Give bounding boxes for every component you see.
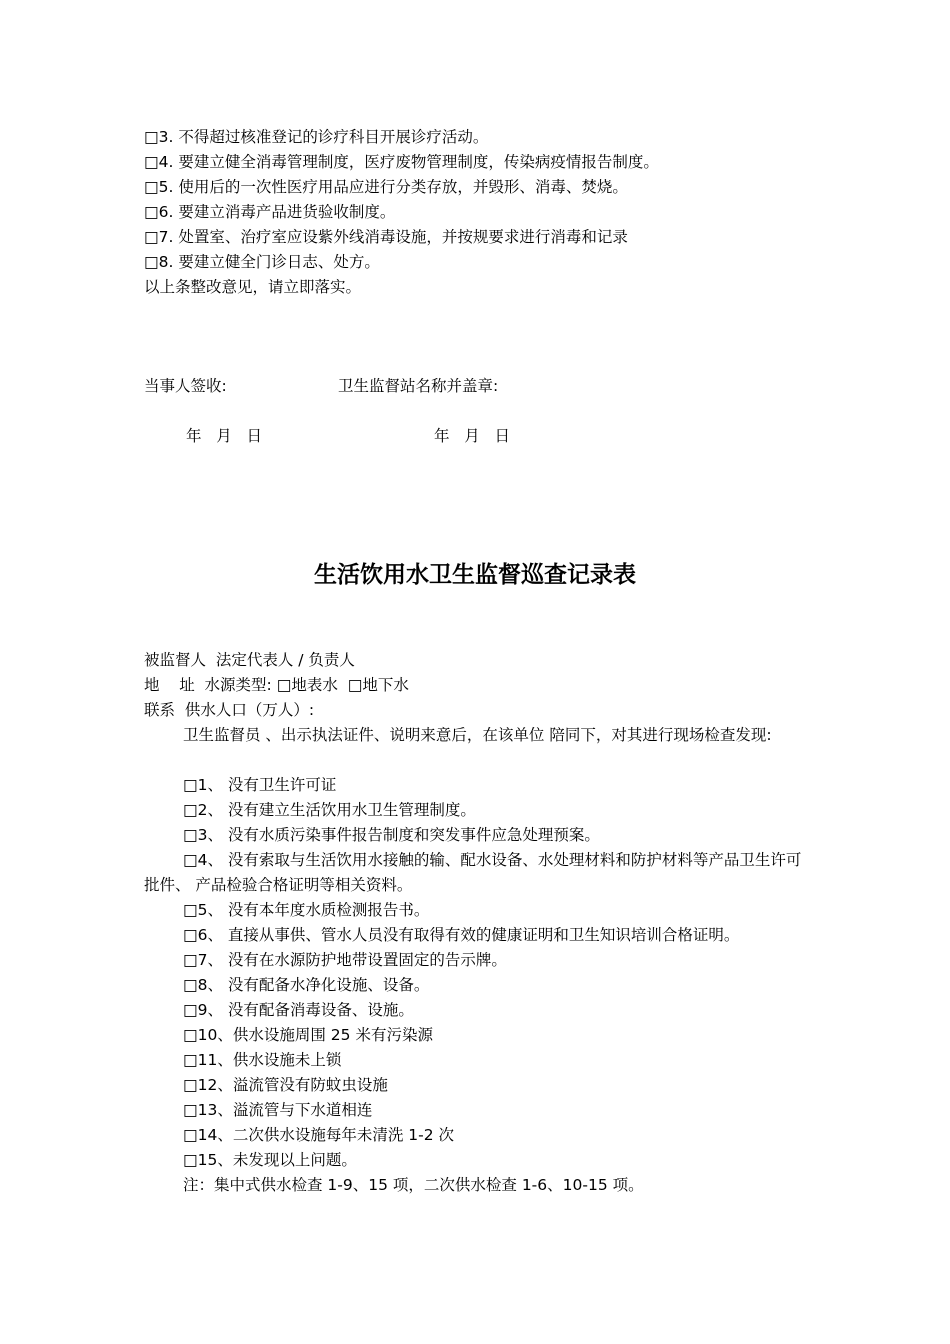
top-item-3: □3. 不得超过核准登记的诊疗科目开展诊疗活动。 (144, 128, 489, 146)
check-item-4: □4、 没有索取与生活饮用水接触的输、配水设备、水处理材料和防护材料等产品卫生许可批件、 产品检验合格证明等相关资料。 (144, 851, 802, 894)
check-item-2: □2、 没有建立生活饮用水卫生管理制度。 (183, 801, 476, 819)
check-item-15: □15、未发现以上问题。 (183, 1151, 357, 1169)
top-item-5: □5. 使用后的一次性医疗用品应进行分类存放，并毁形、消毒、焚烧。 (144, 178, 628, 196)
rectify-instruction: 以上条整改意见，请立即落实。 (144, 278, 362, 296)
top-item-4: □4. 要建立健全消毒管理制度，医疗废物管理制度，传染病疫情报告制度。 (144, 153, 659, 171)
check-item-5: □5、 没有本年度水质检测报告书。 (183, 901, 430, 919)
check-item-13: □13、溢流管与下水道相连 (183, 1101, 373, 1119)
top-item-7: □7. 处置室、治疗室应设紫外线消毒设施，并按规要求进行消毒和记录 (144, 228, 628, 246)
station-date: 年 月 日 (434, 427, 511, 445)
party-date: 年 月 日 (186, 427, 263, 445)
check-item-10: □10、供水设施周围 25 米有污染源 (183, 1026, 433, 1044)
check-item-1: □1、 没有卫生许可证 (183, 776, 337, 794)
contact-population-row: 联系 供水人口（万人）: (144, 701, 315, 719)
check-item-3: □3、 没有水质污染事件报告制度和突发事件应急处理预案。 (183, 826, 600, 844)
check-item-12: □12、溢流管没有防蚊虫设施 (183, 1076, 388, 1094)
check-item-11: □11、供水设施未上锁 (183, 1051, 342, 1069)
check-item-9: □9、 没有配备消毒设备、设施。 (183, 1001, 414, 1019)
address-water-source-row: 地 址 水源类型: □地表水 □地下水 (144, 676, 409, 694)
inspection-note: 注：集中式供水检查 1-9、15 项，二次供水检查 1-6、10-15 项。 (183, 1176, 644, 1194)
check-item-6: □6、 直接从事供、管水人员没有取得有效的健康证明和卫生知识培训合格证明。 (183, 926, 740, 944)
form-title: 生活饮用水卫生监督巡查记录表 (314, 562, 636, 588)
check-item-14: □14、二次供水设施每年未清洗 1-2 次 (183, 1126, 455, 1144)
check-item-8: □8、 没有配备水净化设施、设备。 (183, 976, 430, 994)
station-seal-label: 卫生监督站名称并盖章: (338, 377, 499, 395)
supervised-party-row: 被监督人 法定代表人 / 负责人 (144, 651, 355, 669)
top-item-6: □6. 要建立消毒产品进货验收制度。 (144, 203, 396, 221)
inspection-intro: 卫生监督员 、出示执法证件、说明来意后，在该单位 陪同下，对其进行现场检查发现: (183, 726, 772, 744)
top-item-8: □8. 要建立健全门诊日志、处方。 (144, 253, 380, 271)
party-signature-label: 当事人签收: (144, 377, 227, 395)
check-item-7: □7、 没有在水源防护地带设置固定的告示牌。 (183, 951, 507, 969)
